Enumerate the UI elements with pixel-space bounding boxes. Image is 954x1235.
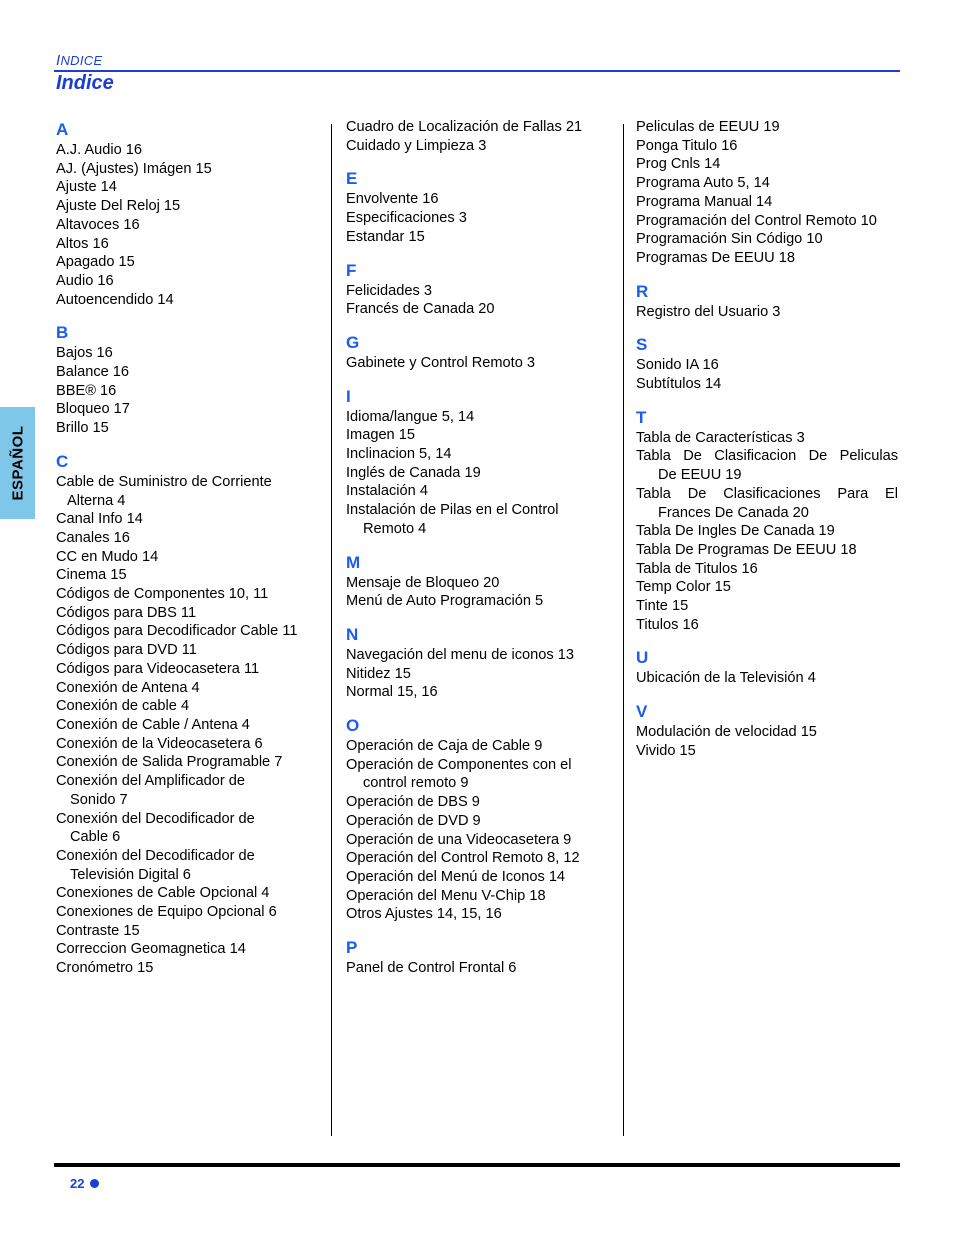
index-letter-u: U: [636, 648, 649, 668]
index-entry-text: Imagen 15: [346, 427, 415, 444]
index-entry-text: Otros Ajustes 14, 15, 16: [346, 906, 502, 923]
index-entry-continuation: Alterna 4: [67, 492, 126, 509]
index-entry-text: Cuadro de Localización de Fallas 21: [346, 119, 583, 135]
index-entry: [56, 253, 318, 272]
index-letter-o: O: [346, 716, 360, 736]
index-entry: [346, 482, 608, 501]
index-entry-text: Vivido 15: [636, 742, 696, 759]
index-entry: [56, 959, 318, 978]
index-entry-text: Mensaje de Bloqueo 20: [346, 574, 500, 591]
index-entry: [56, 622, 318, 641]
index-column-1: [56, 118, 318, 978]
index-entry: [56, 884, 318, 903]
index-entry-text: Francés de Canada 20: [346, 301, 495, 318]
index-column-3: [636, 118, 898, 761]
index-entry-text: Altos 16: [56, 235, 109, 252]
index-entry-text: Brillo 15: [56, 420, 109, 437]
index-entry: [346, 464, 608, 483]
index-entry: [56, 419, 318, 438]
index-entry: [346, 793, 608, 812]
index-entry: [636, 597, 898, 616]
index-entry: [636, 541, 898, 560]
index-entry-text: Conexión del Amplificador de: [56, 773, 246, 790]
index-entry-text: Canal Info 14: [56, 511, 143, 528]
index-letter-s: S: [636, 335, 648, 355]
index-entry-text: Tinte 15: [636, 598, 689, 615]
bullet-dot-icon: [90, 1179, 99, 1188]
index-entry: [56, 344, 318, 363]
running-head-cap: I: [56, 52, 61, 69]
index-entry: [56, 363, 318, 382]
index-entry: [636, 230, 898, 249]
index-entry: [56, 473, 318, 510]
index-entry: [346, 959, 608, 978]
index-entry-text: Autoencendido 14: [56, 291, 174, 308]
index-entry: [636, 669, 898, 688]
index-entry-text: Cinema 15: [56, 567, 127, 584]
index-entry-text: Códigos para DVD 11: [56, 642, 197, 659]
index-entry: [346, 574, 608, 593]
index-entry-text: Operación del Menú de Iconos 14: [346, 868, 566, 885]
index-entry: [346, 592, 608, 611]
index-entry-text: A.J. Audio 16: [56, 142, 143, 158]
index-entry: [56, 141, 318, 160]
page-number-text: 22: [70, 1176, 85, 1191]
index-entry: [636, 118, 898, 137]
language-side-tab: [0, 407, 35, 519]
index-entry-text: Conexión de Antena 4: [56, 679, 200, 696]
index-entry-text: Códigos para DBS 11: [56, 604, 197, 621]
index-entry: [346, 300, 608, 319]
index-entry: [56, 735, 318, 754]
index-entry: [346, 887, 608, 906]
index-entry: [636, 212, 898, 231]
index-entry-text: Apagado 15: [56, 254, 135, 271]
index-entry-text: Códigos de Componentes 10, 11: [56, 586, 269, 603]
index-entry-text: Ponga Titulo 16: [636, 137, 738, 154]
header-rule: [54, 70, 900, 72]
index-entry-text: Programas De EEUU 18: [636, 249, 795, 266]
index-entry-text: Inglés de Canada 19: [346, 464, 481, 481]
index-entry: [636, 137, 898, 156]
index-entry-text: Ajuste 14: [56, 179, 117, 196]
index-entry-text: Altavoces 16: [56, 216, 140, 233]
index-entry-text: Conexión de Salida Programable 7: [56, 754, 283, 771]
footer-rule: [54, 1163, 900, 1167]
index-entry-text: Instalación 4: [346, 483, 428, 500]
index-entry-text: Navegación del menu de iconos 13: [346, 646, 574, 663]
index-letter-m: M: [346, 552, 361, 572]
index-entry: [56, 382, 318, 401]
page-title: Indice: [56, 72, 114, 94]
index-entry-continuation: Frances De Canada 20: [658, 504, 809, 521]
index-entry-text: Correccion Geomagnetica 14: [56, 941, 246, 958]
index-entry-text: Audio 16: [56, 272, 114, 289]
index-entry-text: Conexión del Decodificador de: [56, 810, 255, 827]
index-entry: [636, 375, 898, 394]
index-entry-continuation: Televisión Digital 6: [70, 866, 191, 883]
index-entry: [346, 683, 608, 702]
index-entry: [56, 679, 318, 698]
index-letter-e: E: [346, 169, 358, 189]
index-entry-text: Envolvente 16: [346, 191, 439, 208]
index-entry: [346, 849, 608, 868]
index-entry-text: Canales 16: [56, 529, 130, 546]
index-entry-text: Cuidado y Limpieza 3: [346, 137, 487, 154]
index-entry: [56, 772, 318, 809]
index-entry-text: Conexión de cable 4: [56, 698, 190, 715]
index-entry: [636, 522, 898, 541]
index-entry: [56, 216, 318, 235]
index-entry: [346, 905, 608, 924]
index-entry-text: AJ. (Ajustes) Imágen 15: [56, 160, 212, 177]
index-entry: [636, 249, 898, 268]
index-entry: [636, 578, 898, 597]
index-entry: [346, 831, 608, 850]
index-entry-text: Prog Cnls 14: [636, 156, 721, 173]
index-entry: [56, 847, 318, 884]
index-entry-text: Contraste 15: [56, 922, 140, 939]
index-entry-text: Conexión de Cable / Antena 4: [56, 716, 250, 733]
index-entry: [346, 756, 608, 793]
index-entry: [346, 501, 608, 538]
index-entry: [636, 356, 898, 375]
index-entry-text: Balance 16: [56, 364, 130, 381]
index-entry: [56, 510, 318, 529]
index-entry: [346, 868, 608, 887]
index-entry-text: Conexiones de Equipo Opcional 6: [56, 904, 277, 921]
index-entry: [56, 753, 318, 772]
index-letter-c: C: [56, 451, 69, 471]
index-entry-text: Programación del Control Remoto 10: [636, 212, 877, 229]
index-entry-text: Operación de una Videocasetera 9: [346, 831, 572, 848]
index-entry-text: Tabla De Clasificacion De Peliculas: [636, 448, 898, 465]
index-entry: [56, 922, 318, 941]
index-entry-text: BBE® 16: [56, 382, 117, 399]
page-number: [70, 1176, 99, 1191]
index-entry-text: Idioma/langue 5, 14: [346, 408, 475, 425]
index-entry-text: Ubicación de la Televisión 4: [636, 670, 816, 687]
index-entry-text: Nitidez 15: [346, 665, 411, 682]
index-entry-text: Tabla de Titulos 16: [636, 560, 758, 577]
index-entry: [346, 118, 608, 137]
index-entry-text: Estandar 15: [346, 228, 425, 245]
index-entry: [56, 400, 318, 419]
index-entry: [346, 737, 608, 756]
index-entry-text: Felicidades 3: [346, 282, 432, 299]
index-entry-text: Operación de Caja de Cable 9: [346, 738, 543, 755]
index-entry: [56, 585, 318, 604]
index-entry: [56, 235, 318, 254]
index-entry: [346, 209, 608, 228]
index-entry-text: Registro del Usuario 3: [636, 303, 781, 320]
index-entry: [56, 291, 318, 310]
index-entry: [636, 155, 898, 174]
index-entry: [636, 174, 898, 193]
index-entry-text: Programación Sin Código 10: [636, 231, 823, 248]
running-head: [56, 52, 102, 69]
index-entry-text: Titulos 16: [636, 616, 699, 633]
index-entry-text: CC en Mudo 14: [56, 548, 159, 565]
index-letter-v: V: [636, 702, 648, 722]
index-entry-text: Tabla De Programas De EEUU 18: [636, 541, 857, 558]
index-entry: [56, 641, 318, 660]
index-entry: [56, 178, 318, 197]
index-letter-g: G: [346, 332, 360, 352]
index-entry: [56, 272, 318, 291]
index-entry-text: Tabla De Ingles De Canada 19: [636, 523, 835, 540]
index-entry-continuation: Remoto 4: [363, 520, 427, 537]
index-entry-text: Códigos para Videocasetera 11: [56, 660, 260, 677]
index-entry-text: Operación de DVD 9: [346, 812, 481, 829]
index-entry: [346, 445, 608, 464]
index-entry: [636, 485, 898, 522]
index-entry-text: Conexión del Decodificador de: [56, 847, 255, 864]
index-entry-text: Conexiones de Cable Opcional 4: [56, 885, 270, 902]
index-entry-text: Conexión de la Videocasetera 6: [56, 735, 263, 752]
index-entry: [636, 742, 898, 761]
index-entry: [346, 646, 608, 665]
index-entry-text: Especificaciones 3: [346, 210, 467, 227]
index-letter-r: R: [636, 281, 649, 301]
index-entry-text: Tabla de Características 3: [636, 429, 805, 446]
index-entry: [56, 660, 318, 679]
index-entry-continuation: Sonido 7: [70, 791, 128, 808]
index-entry-text: Ajuste Del Reloj 15: [56, 198, 181, 215]
index-entry: [636, 560, 898, 579]
index-entry-text: Programa Manual 14: [636, 193, 773, 210]
index-entry: [636, 447, 898, 484]
index-entry: [346, 228, 608, 247]
column-divider-2: [623, 124, 624, 1136]
index-entry-text: Gabinete y Control Remoto 3: [346, 354, 536, 371]
index-entry: [346, 408, 608, 427]
index-letter-f: F: [346, 260, 357, 280]
running-head-rest: NDICE: [60, 53, 103, 68]
index-entry: [346, 812, 608, 831]
index-entry-text: Peliculas de EEUU 19: [636, 119, 780, 135]
index-letter-n: N: [346, 624, 359, 644]
index-letter-a: A: [56, 120, 69, 139]
index-entry-text: Modulación de velocidad 15: [636, 724, 817, 741]
index-entry: [56, 529, 318, 548]
index-entry: [636, 616, 898, 635]
index-entry: [56, 604, 318, 623]
index-letter-i: I: [346, 386, 351, 406]
index-entry-text: Normal 15, 16: [346, 684, 438, 701]
index-entry-text: Menú de Auto Programación 5: [346, 593, 544, 610]
index-entry: [56, 160, 318, 179]
index-entry: [56, 566, 318, 585]
index-entry-text: Sonido IA 16: [636, 357, 719, 374]
index-entry: [56, 903, 318, 922]
index-entry-text: Temp Color 15: [636, 579, 731, 596]
index-entry: [636, 303, 898, 322]
index-entry-text: Cronómetro 15: [56, 960, 154, 977]
index-entry-text: Operación de DBS 9: [346, 794, 480, 811]
index-entry: [56, 716, 318, 735]
index-entry: [636, 193, 898, 212]
index-letter-p: P: [346, 938, 358, 958]
index-entry-text: Bajos 16: [56, 345, 113, 362]
index-entry: [636, 429, 898, 448]
index-entry-continuation: Cable 6: [70, 829, 121, 846]
index-entry: [346, 282, 608, 301]
index-entry-text: Cable de Suministro de Corriente: [56, 473, 272, 490]
index-entry-text: Códigos para Decodificador Cable 11: [56, 623, 298, 640]
index-entry-text: Operación del Control Remoto 8, 12: [346, 850, 580, 867]
index-entry: [346, 354, 608, 373]
index-entry-continuation: control remoto 9: [363, 775, 469, 792]
column-divider-1: [331, 124, 332, 1136]
index-entry: [56, 697, 318, 716]
language-side-tab-label: ESPAÑOL: [9, 425, 26, 501]
index-entry-text: Tabla De Clasificaciones Para El: [636, 485, 898, 502]
index-entry: [636, 723, 898, 742]
index-entry: [346, 190, 608, 209]
index-entry: [346, 426, 608, 445]
index-entry-text: Subtítulos 14: [636, 376, 722, 393]
index-entry-text: Operación del Menu V-Chip 18: [346, 887, 546, 904]
index-entry-text: Inclinacion 5, 14: [346, 446, 452, 463]
index-entry: [56, 197, 318, 216]
index-entry: [346, 137, 608, 156]
index-entry: [56, 548, 318, 567]
index-entry-text: Programa Auto 5, 14: [636, 175, 770, 192]
index-entry: [56, 940, 318, 959]
index-letter-t: T: [636, 407, 647, 427]
index-entry: [346, 665, 608, 684]
index-entry-text: Panel de Control Frontal 6: [346, 960, 517, 977]
index-letter-b: B: [56, 323, 69, 343]
index-entry: [56, 810, 318, 847]
index-column-2: [346, 118, 608, 978]
index-entry-continuation: De EEUU 19: [658, 467, 742, 484]
index-entry-text: Operación de Componentes con el: [346, 756, 572, 773]
index-entry-text: Bloqueo 17: [56, 401, 130, 418]
index-entry-text: Instalación de Pilas en el Control: [346, 502, 559, 519]
